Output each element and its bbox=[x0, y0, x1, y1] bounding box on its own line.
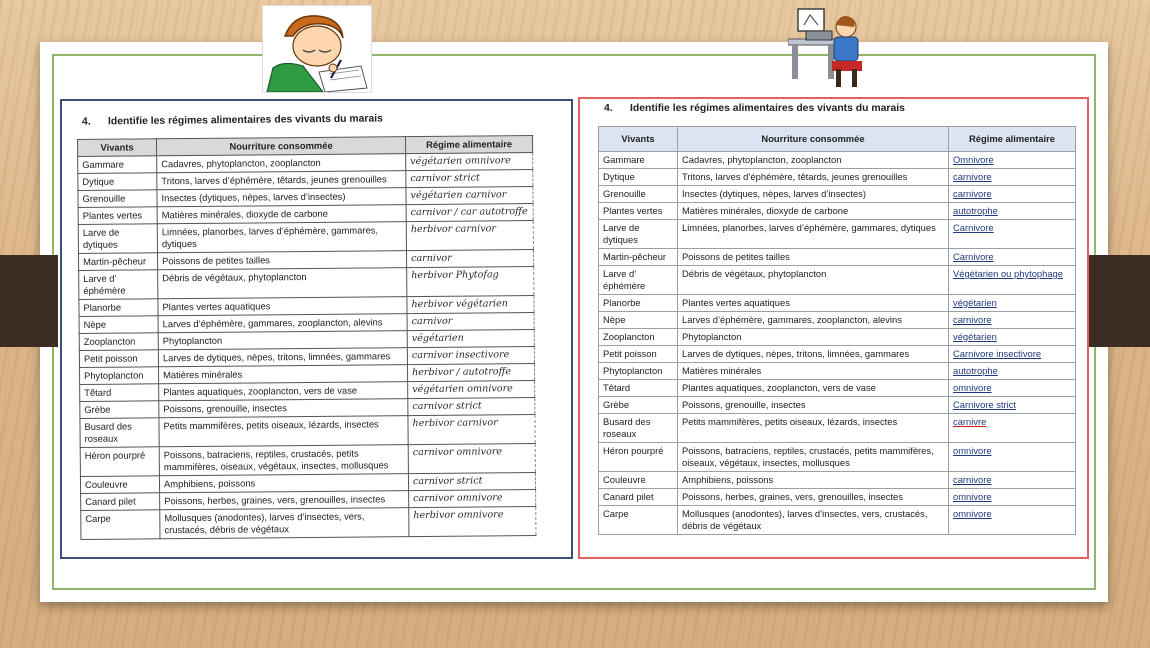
answer-regime-text: omnivore bbox=[953, 508, 992, 519]
answer-vivant-cell: Larve de dytiques bbox=[599, 220, 678, 249]
worksheet-header-vivants: Vivants bbox=[78, 139, 157, 157]
answer-regime-text: Omnivore bbox=[953, 154, 994, 165]
worksheet-table bbox=[77, 135, 536, 540]
worksheet-heading-number: 4. bbox=[81, 116, 91, 128]
worksheet-nourriture-cell: Phytoplancton bbox=[158, 331, 407, 350]
answer-nourriture-cell: Tritons, larves d’éphémère, têtards, jeunes grenouilles bbox=[678, 169, 949, 186]
answer-nourriture-cell: Matières minérales bbox=[678, 363, 949, 380]
answer-vivant-cell: Dytique bbox=[599, 169, 678, 186]
worksheet-vivant-cell: Phytoplancton bbox=[79, 367, 158, 385]
answer-nourriture-cell: Larves de dytiques, nèpes, tritons, limnées, gammares bbox=[678, 346, 949, 363]
worksheet-header-nourriture: Nourriture consommée bbox=[157, 137, 406, 156]
answer-row bbox=[599, 443, 1076, 472]
answer-nourriture-cell: Larves d’éphémère, gammares, zooplancton, alevins bbox=[678, 312, 949, 329]
answer-regime-text: Carnivore bbox=[953, 222, 994, 233]
answer-vivant-cell: Têtard bbox=[599, 380, 678, 397]
answer-header-nourriture: Nourriture consommée bbox=[678, 127, 949, 152]
answer-row bbox=[599, 249, 1076, 266]
worksheet-row bbox=[80, 415, 535, 448]
worksheet-vivant-cell: Martin-pêcheur bbox=[78, 253, 157, 271]
answer-regime-cell bbox=[949, 489, 1076, 506]
answer-regime-text: carnivore bbox=[953, 188, 992, 199]
answer-vivant-cell: Héron pourpré bbox=[599, 443, 678, 472]
answer-regime-cell bbox=[949, 472, 1076, 489]
worksheet-vivant-cell: Grenouille bbox=[78, 190, 157, 208]
worksheet-nourriture-cell: Plantes vertes aquatiques bbox=[158, 297, 407, 316]
worksheet-handwritten-answer: végétarien carnivor bbox=[406, 187, 533, 205]
answer-row bbox=[599, 203, 1076, 220]
child-writing-clipart bbox=[262, 5, 372, 93]
answer-regime-text: omnivore bbox=[953, 382, 992, 393]
answer-regime-cell bbox=[949, 329, 1076, 346]
answer-header-regime: Régime alimentaire bbox=[949, 127, 1076, 152]
answer-regime-cell bbox=[949, 414, 1076, 443]
answer-nourriture-cell: Poissons, herbes, graines, vers, grenouilles, insectes bbox=[678, 489, 949, 506]
worksheet-nourriture-cell: Mollusques (anodontes), larves d’insectes, vers, crustacés, débris de végétaux bbox=[160, 508, 409, 539]
answer-regime-cell bbox=[949, 312, 1076, 329]
answer-vivant-cell: Gammare bbox=[599, 152, 678, 169]
answer-vivant-cell: Grenouille bbox=[599, 186, 678, 203]
worksheet-handwritten-answer: carnivor bbox=[407, 313, 534, 331]
answer-nourriture-cell: Débris de végétaux, phytoplancton bbox=[678, 266, 949, 295]
answer-nourriture-cell: Amphibiens, poissons bbox=[678, 472, 949, 489]
answer-vivant-cell: Larve d’ éphémère bbox=[599, 266, 678, 295]
answer-regime-cell bbox=[949, 295, 1076, 312]
worksheet-vivant-cell: Larve de dytiques bbox=[78, 224, 157, 254]
answer-heading bbox=[604, 103, 905, 114]
answer-regime-text: omnivore bbox=[953, 491, 992, 502]
worksheet-handwritten-answer: herbivor végétarien bbox=[407, 296, 534, 314]
worksheet-vivant-cell: Petit poisson bbox=[79, 350, 158, 368]
answer-regime-cell bbox=[949, 169, 1076, 186]
worksheet-vivant-cell: Dytique bbox=[78, 173, 157, 191]
answer-regime-cell bbox=[949, 186, 1076, 203]
answer-vivant-cell: Zooplancton bbox=[599, 329, 678, 346]
answer-vivant-cell: Carpe bbox=[599, 506, 678, 535]
answer-regime-cell bbox=[949, 203, 1076, 220]
answer-regime-cell bbox=[949, 249, 1076, 266]
answer-regime-text: Carnivore insectivore bbox=[953, 348, 1042, 359]
answer-regime-text: Carnivore bbox=[953, 251, 994, 262]
answer-regime-cell bbox=[949, 443, 1076, 472]
answer-regime-text: végétarien bbox=[953, 297, 997, 308]
worksheet-nourriture-cell: Larves d’éphémère, gammares, zooplancton, alevins bbox=[158, 314, 407, 333]
worksheet-handwritten-answer: carnivor / car autotroffe bbox=[406, 204, 533, 222]
answer-regime-text: autotrophe bbox=[953, 365, 998, 376]
answer-row bbox=[599, 363, 1076, 380]
answer-regime-cell bbox=[949, 152, 1076, 169]
answer-header-row bbox=[599, 127, 1076, 152]
answer-regime-text: Carnivore strict bbox=[953, 399, 1017, 410]
worksheet-handwritten-answer: herbivor omnivore bbox=[409, 507, 536, 537]
answer-table bbox=[598, 126, 1076, 535]
answer-row bbox=[599, 489, 1076, 506]
answer-vivant-cell: Phytoplancton bbox=[599, 363, 678, 380]
answer-regime-text: carnivore bbox=[953, 474, 992, 485]
worksheet-vivant-cell: Planorbe bbox=[79, 299, 158, 317]
answer-regime-text: végétarien bbox=[953, 331, 997, 342]
answer-regime-cell bbox=[949, 220, 1076, 249]
answer-table-body bbox=[599, 152, 1076, 535]
answer-regime-cell bbox=[949, 506, 1076, 535]
worksheet-row bbox=[78, 221, 533, 254]
worksheet-nourriture-cell: Poissons, grenouille, insectes bbox=[159, 399, 408, 418]
answer-nourriture-cell: Plantes aquatiques, zooplancton, vers de vase bbox=[678, 380, 949, 397]
worksheet-nourriture-cell: Cadavres, phytoplancton, zooplancton bbox=[157, 154, 406, 173]
answer-regime-text: carnivore bbox=[953, 171, 992, 182]
answer-row bbox=[599, 266, 1076, 295]
worksheet-nourriture-cell: Matières minérales bbox=[158, 365, 407, 384]
worksheet-nourriture-cell: Amphibiens, poissons bbox=[159, 474, 408, 493]
worksheet-handwritten-answer: herbivor carnivor bbox=[406, 221, 533, 251]
answer-vivant-cell: Canard pilet bbox=[599, 489, 678, 506]
worksheet-vivant-cell: Héron pourpré bbox=[80, 447, 159, 477]
worksheet-nourriture-cell: Insectes (dytiques, nèpes, larves d’insectes) bbox=[157, 188, 406, 207]
worksheet-nourriture-cell: Poissons, herbes, graines, vers, grenouilles, insectes bbox=[160, 491, 409, 510]
worksheet-nourriture-cell: Petits mammifères, petits oiseaux, lézards, insectes bbox=[159, 416, 408, 447]
worksheet-header-regime: Régime alimentaire bbox=[405, 136, 532, 154]
answer-row bbox=[599, 397, 1076, 414]
answer-nourriture-cell: Mollusques (anodontes), larves d’insectes, vers, crustacés, débris de végétaux bbox=[678, 506, 949, 535]
worksheet-vivant-cell: Busard des roseaux bbox=[80, 418, 159, 448]
worksheet-vivant-cell: Gammare bbox=[78, 156, 157, 174]
answer-regime-text: Végétarien ou phytophage bbox=[953, 268, 1063, 279]
worksheet-nourriture-cell: Tritons, larves d’éphémère, têtards, jeunes grenouilles bbox=[157, 171, 406, 190]
worksheet-vivant-cell: Larve d’ éphémère bbox=[79, 270, 158, 300]
worksheet-vivant-cell: Couleuvre bbox=[80, 476, 159, 494]
answer-vivant-cell: Couleuvre bbox=[599, 472, 678, 489]
worksheet-scan-panel bbox=[60, 99, 573, 559]
worksheet-handwritten-answer: carnivor bbox=[406, 250, 533, 268]
worksheet-nourriture-cell: Poissons, batraciens, reptiles, crustacés, petits mammifères, oiseaux, végétaux, insectes, mollusques bbox=[159, 445, 408, 476]
answer-regime-cell bbox=[949, 397, 1076, 414]
worksheet-handwritten-answer: végétarien bbox=[407, 330, 534, 348]
worksheet-handwritten-answer: carnivor strict bbox=[408, 473, 535, 491]
answer-vivant-cell: Nèpe bbox=[599, 312, 678, 329]
answer-row bbox=[599, 295, 1076, 312]
answer-key-panel bbox=[578, 97, 1089, 559]
answer-regime-cell bbox=[949, 363, 1076, 380]
answer-regime-cell bbox=[949, 266, 1076, 295]
answer-vivant-cell: Martin-pêcheur bbox=[599, 249, 678, 266]
answer-row bbox=[599, 506, 1076, 535]
answer-regime-cell bbox=[949, 380, 1076, 397]
left-edge-bar bbox=[0, 255, 58, 347]
worksheet-handwritten-answer: carnivor omnivore bbox=[408, 444, 535, 474]
worksheet-heading-text: Identifie les régimes alimentaires des vivants du marais bbox=[107, 113, 383, 128]
answer-nourriture-cell: Poissons, batraciens, reptiles, crustacés, petits mammifères, oiseaux, végétaux, insectes, mollusques bbox=[678, 443, 949, 472]
worksheet-handwritten-answer: herbivor carnivor bbox=[408, 415, 535, 445]
answer-row bbox=[599, 346, 1076, 363]
worksheet-nourriture-cell: Poissons de petites tailles bbox=[157, 251, 406, 270]
answer-nourriture-cell: Poissons de petites tailles bbox=[678, 249, 949, 266]
worksheet-handwritten-answer: carnivor insectivore bbox=[407, 347, 534, 365]
answer-nourriture-cell: Insectes (dytiques, nèpes, larves d’insectes) bbox=[678, 186, 949, 203]
answer-vivant-cell: Busard des roseaux bbox=[599, 414, 678, 443]
answer-nourriture-cell: Limnées, planorbes, larves d’éphémère, gammares, dytiques bbox=[678, 220, 949, 249]
worksheet-table-body bbox=[78, 153, 536, 540]
worksheet-handwritten-answer: herbivor Phytofag bbox=[407, 267, 534, 297]
answer-vivant-cell: Petit poisson bbox=[599, 346, 678, 363]
worksheet-handwritten-answer: herbivor / autotroffe bbox=[407, 364, 534, 382]
worksheet-handwritten-answer: carnivor omnivore bbox=[409, 490, 536, 508]
answer-header-vivants: Vivants bbox=[599, 127, 678, 152]
answer-vivant-cell: Grèbe bbox=[599, 397, 678, 414]
worksheet-handwritten-answer: végétarien omnivore bbox=[406, 153, 533, 171]
answer-row bbox=[599, 329, 1076, 346]
answer-nourriture-cell: Matières minérales, dioxyde de carbone bbox=[678, 203, 949, 220]
answer-regime-text: carnivre bbox=[953, 416, 987, 427]
answer-regime-cell bbox=[949, 346, 1076, 363]
answer-row bbox=[599, 312, 1076, 329]
worksheet-vivant-cell: Plantes vertes bbox=[78, 207, 157, 225]
worksheet-row bbox=[81, 507, 536, 540]
answer-nourriture-cell: Cadavres, phytoplancton, zooplancton bbox=[678, 152, 949, 169]
answer-row bbox=[599, 380, 1076, 397]
worksheet-vivant-cell: Têtard bbox=[80, 384, 159, 402]
answer-nourriture-cell: Poissons, grenouille, insectes bbox=[678, 397, 949, 414]
answer-vivant-cell: Planorbe bbox=[599, 295, 678, 312]
worksheet-vivant-cell: Carpe bbox=[81, 510, 160, 540]
answer-row bbox=[599, 152, 1076, 169]
worksheet-handwritten-answer: carnivor strict bbox=[408, 398, 535, 416]
answer-regime-text: autotrophe bbox=[953, 205, 998, 216]
answer-row bbox=[599, 220, 1076, 249]
computer-desk-clipart bbox=[788, 5, 864, 89]
right-edge-bar bbox=[1088, 255, 1150, 347]
answer-row bbox=[599, 414, 1076, 443]
worksheet-row bbox=[79, 267, 534, 300]
answer-row bbox=[599, 169, 1076, 186]
answer-heading-number: 4. bbox=[604, 103, 613, 114]
worksheet-vivant-cell: Nèpe bbox=[79, 316, 158, 334]
worksheet-nourriture-cell: Matières minérales, dioxyde de carbone bbox=[157, 205, 406, 224]
worksheet-nourriture-cell: Limnées, planorbes, larves d’éphémère, gammares, dytiques bbox=[157, 222, 406, 253]
worksheet-nourriture-cell: Débris de végétaux, phytoplancton bbox=[158, 268, 407, 299]
answer-nourriture-cell: Phytoplancton bbox=[678, 329, 949, 346]
worksheet-nourriture-cell: Larves de dytiques, nèpes, tritons, limnées, gammares bbox=[158, 348, 407, 367]
worksheet-vivant-cell: Canard pilet bbox=[81, 493, 160, 511]
worksheet-vivant-cell: Zooplancton bbox=[79, 333, 158, 351]
worksheet-vivant-cell: Grèbe bbox=[80, 401, 159, 419]
answer-nourriture-cell: Petits mammifères, petits oiseaux, lézards, insectes bbox=[678, 414, 949, 443]
worksheet-nourriture-cell: Plantes aquatiques, zooplancton, vers de vase bbox=[159, 382, 408, 401]
answer-vivant-cell: Plantes vertes bbox=[599, 203, 678, 220]
worksheet-handwritten-answer: carnivor strict bbox=[406, 170, 533, 188]
answer-nourriture-cell: Plantes vertes aquatiques bbox=[678, 295, 949, 312]
worksheet-heading bbox=[82, 113, 383, 127]
worksheet-handwritten-answer: végétarien omnivore bbox=[408, 381, 535, 399]
answer-regime-text: omnivore bbox=[953, 445, 992, 456]
answer-row bbox=[599, 472, 1076, 489]
answer-heading-text: Identifie les régimes alimentaires des vivants du marais bbox=[630, 103, 905, 114]
worksheet-row bbox=[80, 444, 535, 477]
answer-row bbox=[599, 186, 1076, 203]
answer-regime-text: carnivore bbox=[953, 314, 992, 325]
